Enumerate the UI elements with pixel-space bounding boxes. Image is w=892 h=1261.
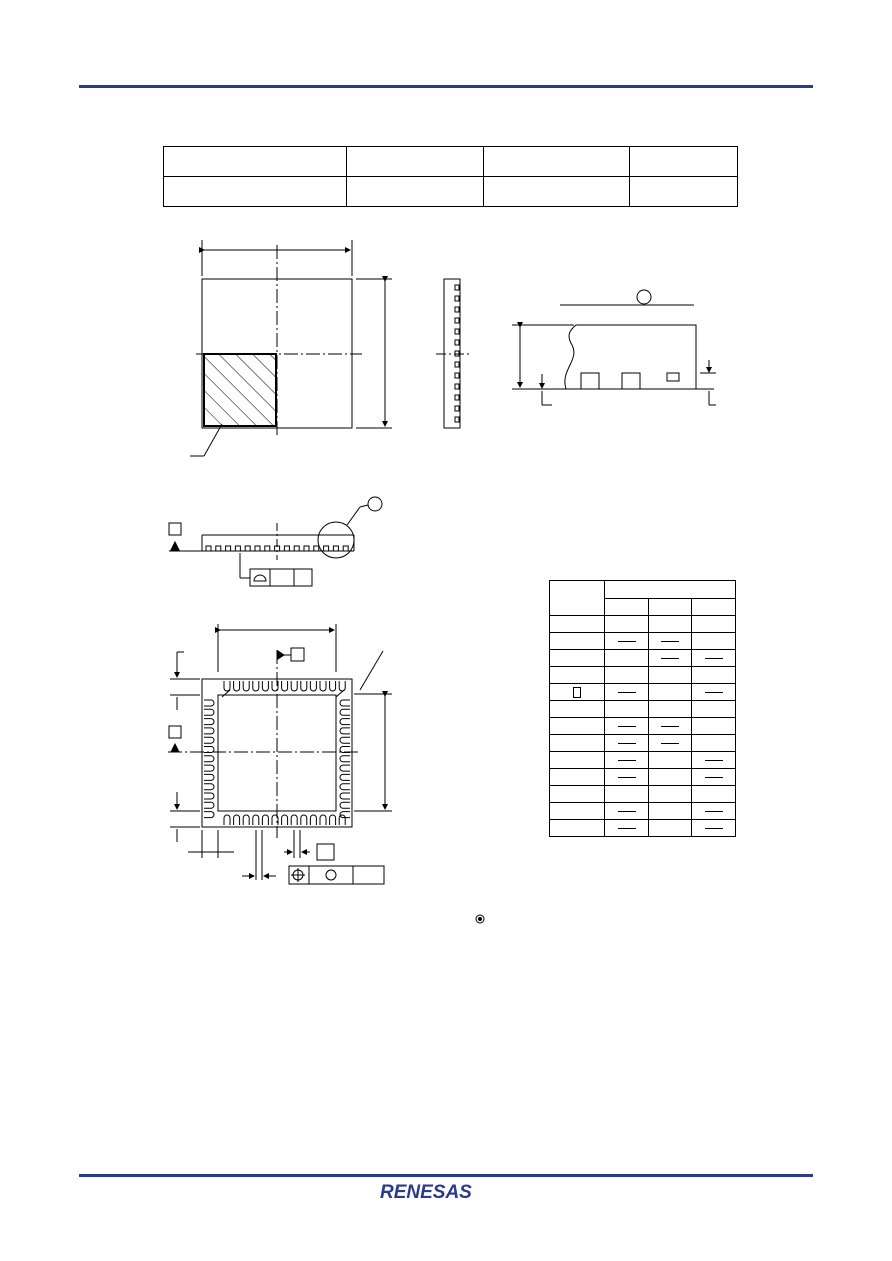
pad [310,815,316,825]
table-cell [649,667,692,684]
table-cell [692,735,736,752]
symbol-box [573,687,581,698]
pad [243,681,249,691]
logo-text: RENESAS [380,1182,472,1203]
table-row [550,581,736,599]
pad [314,546,319,551]
pad [204,774,214,780]
pad [204,802,214,808]
table-cell [550,684,605,701]
side-view-drawing [436,279,470,428]
table-cell [605,786,649,803]
pad [330,681,336,691]
table-row [550,684,736,701]
table-cell [605,616,649,633]
table-row [550,718,736,735]
pad [333,546,338,551]
pad [324,546,329,551]
pad [204,700,214,706]
pad [204,784,214,790]
pad [204,793,214,799]
pad [294,546,299,551]
table-cell [649,820,692,837]
pad [455,307,459,312]
dash-mark [705,828,723,829]
pad [301,815,307,825]
pad [291,815,297,825]
table-row [550,820,736,837]
table-cell [605,752,649,769]
dash-mark [661,743,679,744]
pad [340,784,350,790]
table-row [550,769,736,786]
pad [234,681,240,691]
table-cell [605,820,649,837]
pad [224,815,230,825]
table-cell [649,650,692,667]
table-cell [605,633,649,650]
dash-mark [618,641,636,642]
pad [204,719,214,725]
pad [340,737,350,743]
pad [282,681,288,691]
pad [455,417,459,422]
table-cell [550,581,605,616]
table-row [550,633,736,650]
table-cell [649,684,692,701]
table-row [550,667,736,684]
table-cell [649,735,692,752]
table-cell [692,820,736,837]
table-cell [605,598,649,616]
pad [224,681,230,691]
dash-mark [618,811,636,812]
table-cell [550,786,605,803]
table-cell [649,752,692,769]
table-cell [605,650,649,667]
table-cell [605,769,649,786]
table-cell [649,769,692,786]
pad [245,546,250,551]
table-cell [550,735,605,752]
pad [216,546,221,551]
table-cell [605,684,649,701]
table-cell [550,752,605,769]
bottom-view-drawing [168,624,392,884]
pad [310,681,316,691]
table-row [550,650,736,667]
dash-mark [618,777,636,778]
table-cell [649,701,692,718]
pad [226,546,231,551]
table-cell [550,820,605,837]
pad [243,815,249,825]
pad [455,340,459,345]
pad [204,709,214,715]
dash-mark [661,641,679,642]
table-cell [692,769,736,786]
pad [320,815,326,825]
dash-mark [661,658,679,659]
table-row [550,616,736,633]
table-cell [649,598,692,616]
dash-mark [705,811,723,812]
table-cell [550,803,605,820]
pad [304,546,309,551]
table-cell [605,701,649,718]
table-cell [605,718,649,735]
pad [340,728,350,734]
pad [204,765,214,771]
pad [234,815,240,825]
table-cell [605,735,649,752]
pad [204,812,214,818]
pad [262,681,268,691]
table-cell [692,684,736,701]
pad [339,681,345,691]
pad [301,681,307,691]
dash-mark [705,760,723,761]
table-row [550,752,736,769]
detail-view-drawing [512,290,716,405]
pad [204,728,214,734]
note-symbol [476,915,484,923]
table-cell [692,701,736,718]
table-row [550,786,736,803]
table-cell [550,701,605,718]
pad [455,318,459,323]
pad [340,756,350,762]
table-cell [692,667,736,684]
table-row [550,735,736,752]
table-cell [605,667,649,684]
pad [282,815,288,825]
pad [455,406,459,411]
table-cell [692,752,736,769]
table-cell [649,718,692,735]
dash-mark [618,828,636,829]
pad [204,756,214,762]
pad [340,765,350,771]
renesas-logo [380,1180,512,1204]
pad [330,815,336,825]
table-row [550,803,736,820]
dash-mark [705,777,723,778]
table-cell [649,786,692,803]
pad [455,373,459,378]
pad [455,285,459,290]
pad [320,681,326,691]
pad [255,546,260,551]
table-cell [550,616,605,633]
pad [455,296,459,301]
table-cell [550,633,605,650]
pad [206,546,211,551]
table-cell [692,786,736,803]
pad [253,815,259,825]
pad [340,709,350,715]
pad [343,546,348,551]
pad [262,815,268,825]
dash-mark [705,658,723,659]
table-cell [692,803,736,820]
pad [284,546,289,551]
pad [235,546,240,551]
dash-mark [618,760,636,761]
pad [265,546,270,551]
top-view-drawing [190,240,392,456]
table-cell [605,803,649,820]
table-cell [692,718,736,735]
front-view-drawing [169,497,382,586]
dimension-table-body [550,616,736,837]
pad [340,719,350,725]
dimension-table [549,580,736,837]
pad [455,395,459,400]
pad [455,329,459,334]
table-cell [692,598,736,616]
table-cell [649,616,692,633]
table-cell [605,581,736,599]
dash-mark [618,692,636,693]
table-cell [692,616,736,633]
table-row [550,701,736,718]
pad [455,384,459,389]
table-cell [550,769,605,786]
dash-mark [661,726,679,727]
table-cell [649,633,692,650]
table-cell [649,803,692,820]
pad [340,793,350,799]
table-cell [692,650,736,667]
table-cell [550,667,605,684]
pad [291,681,297,691]
table-cell [692,633,736,650]
pad [204,737,214,743]
dash-mark [618,743,636,744]
dash-mark [618,726,636,727]
dash-mark [705,692,723,693]
pad [253,681,259,691]
table-cell [550,650,605,667]
table-cell [550,718,605,735]
pad [340,802,350,808]
pad [455,362,459,367]
pad [340,774,350,780]
pad [340,700,350,706]
